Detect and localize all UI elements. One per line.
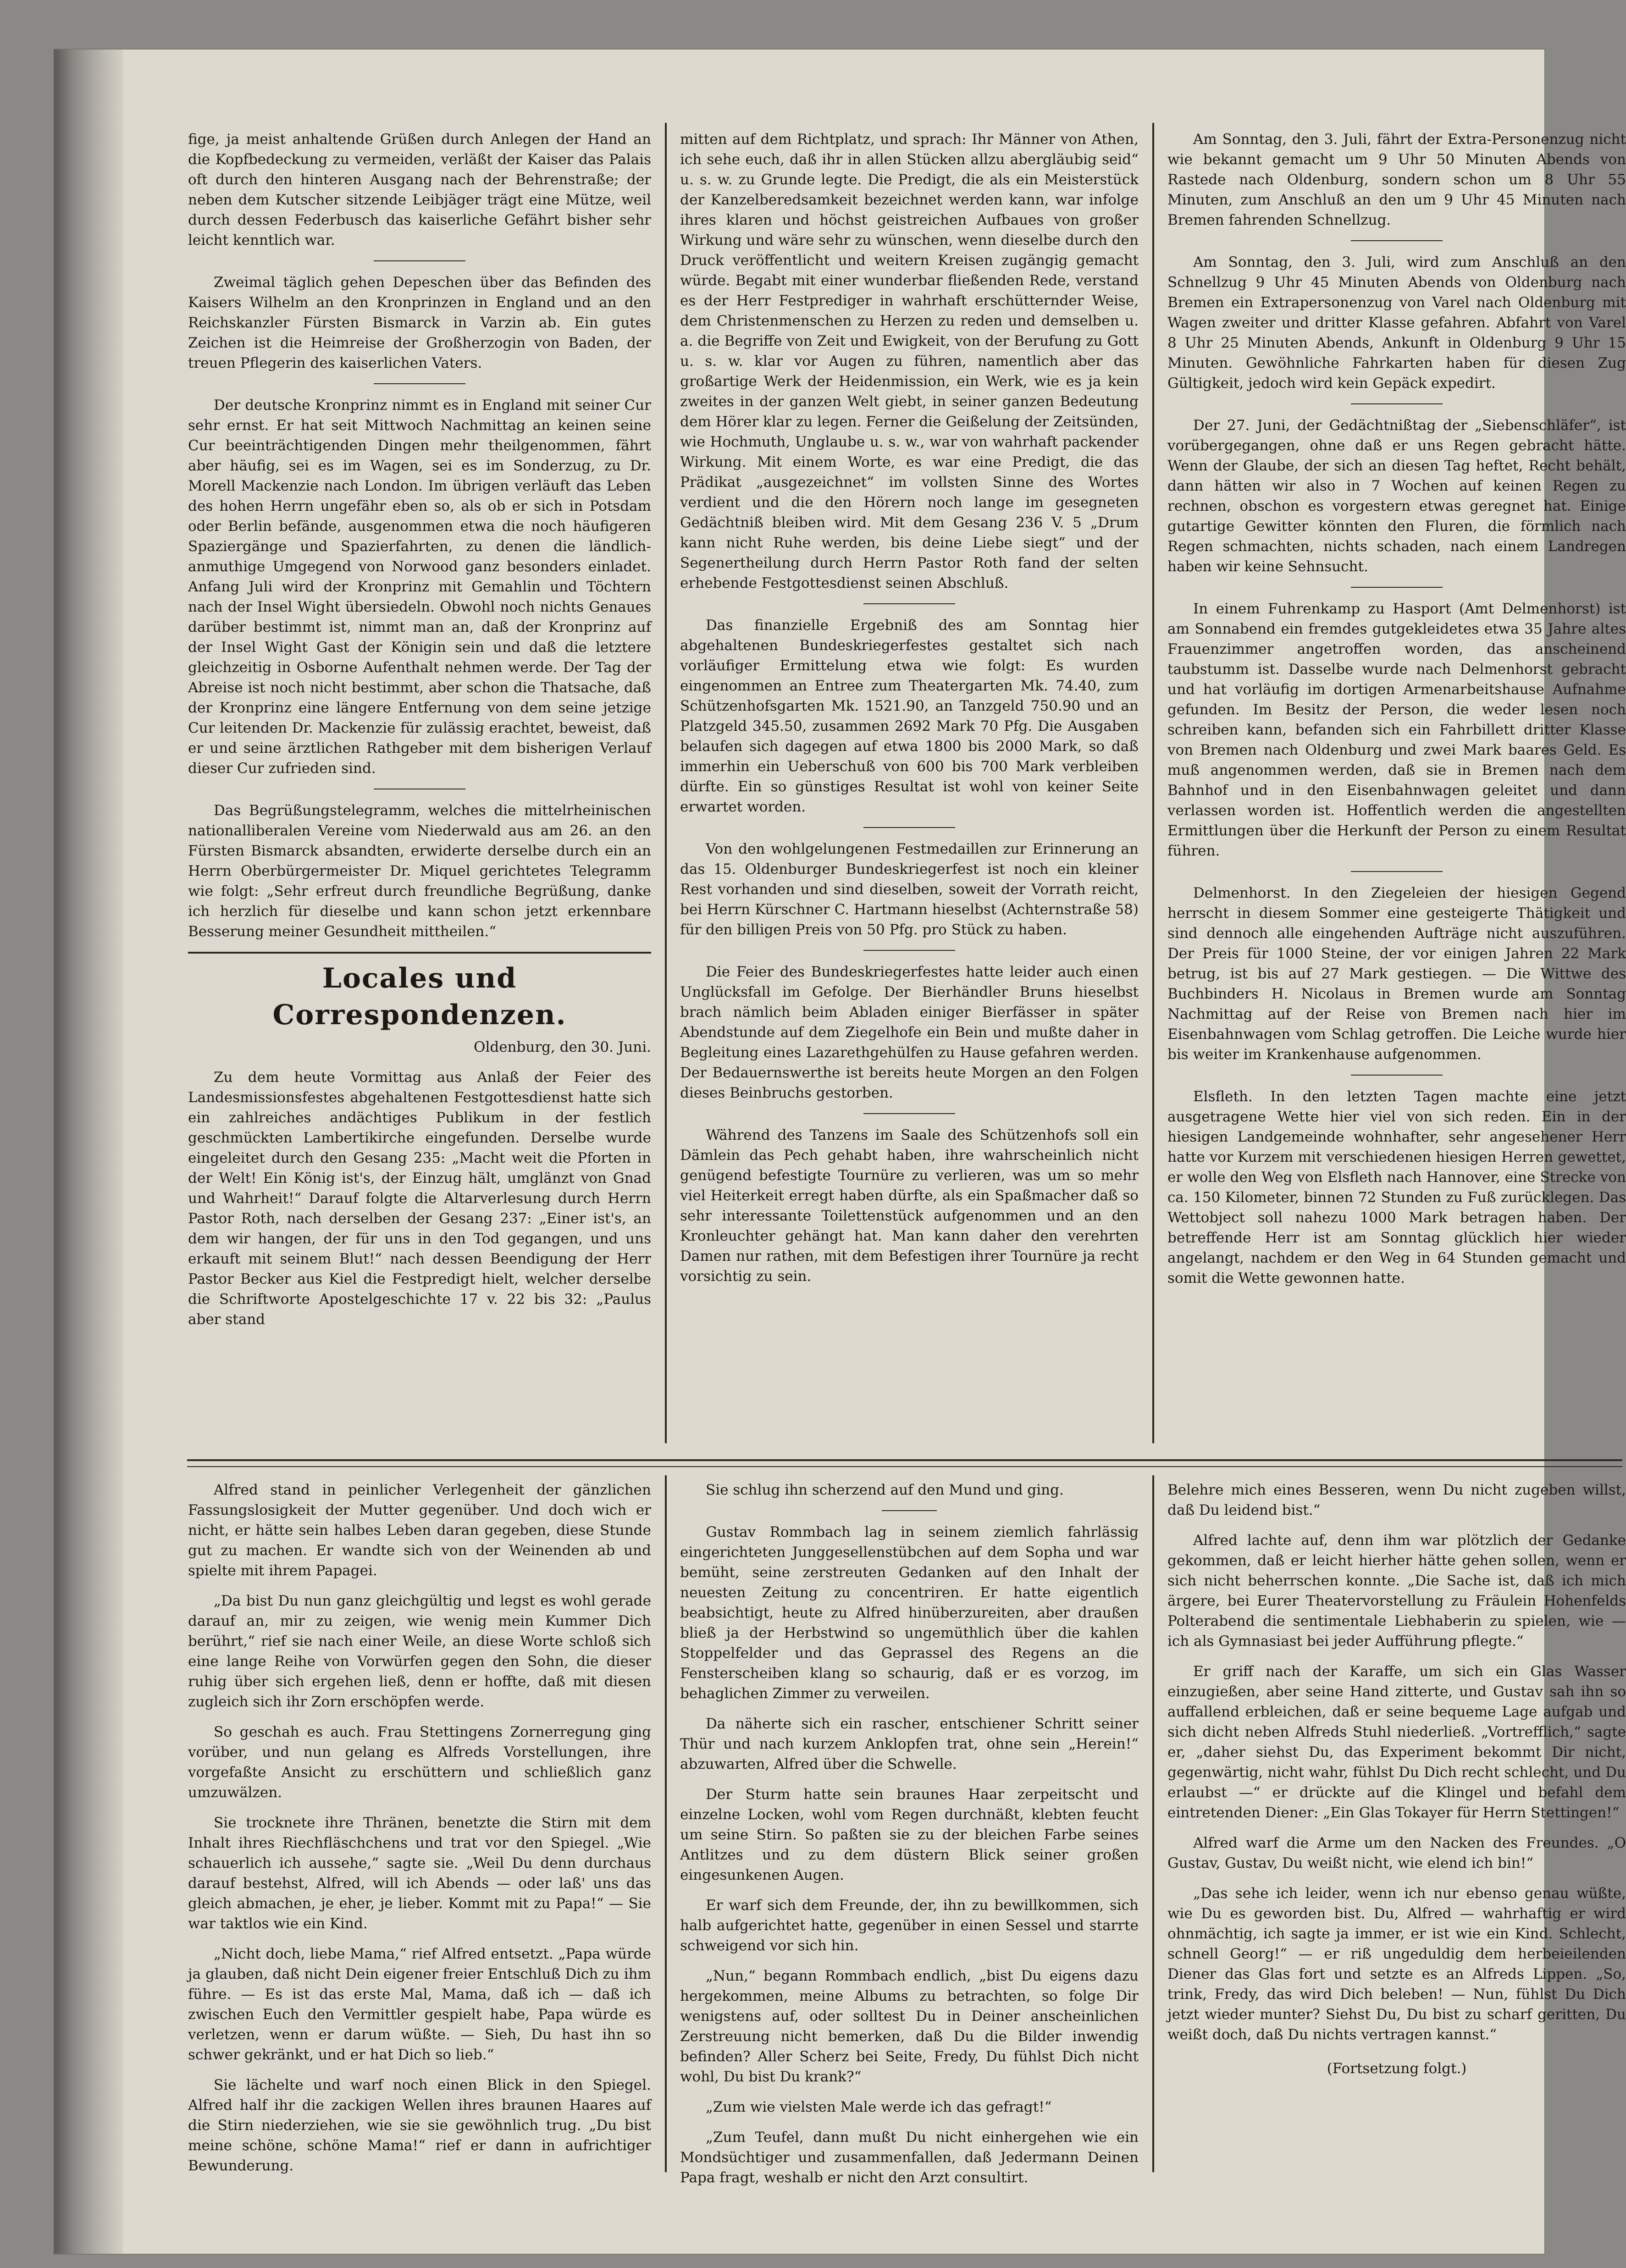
article-befinden-kaiser: Zweimal täglich gehen Depeschen über das Befinden des Kaisers Wilhelm an den Kronprinzen in England und an den Reichskanzler Fürsten Bismarck in Varzin ab. Ein gutes Zeichen ist die Heimreise der Großherzogin von Baden, der treuen Pflegerin des kaiserlichen Vaters. <box>188 274 651 371</box>
separator <box>1351 871 1443 872</box>
top-column-3 <box>1167 129 1626 1440</box>
story-paragraph: So geschah es auch. Frau Stettingens Zornerregung ging vorüber, und nun gelang es Alfreds Vorstellungen, ihre vorgefaßte Ansicht zu erschüttern und schließlich ganz umzuwälzen. <box>188 1724 651 1801</box>
story-paragraph: „Das sehe ich leider, wenn ich nur ebenso genau wüßte, wie Du es geworden bist. Du, Alfred — wahrhaftig er wird ohnmächtig, ich sagte ja immer, er ist wie ein Kind. Schlecht, schnell Georg!“ — er riß ungeduldig dem herbeieilenden Diener das Glas fort und setzte es an Alfreds Lippen. „So, trink, Fredy, das wird Dich beleben! — Nun, fühlst Du Dich jetzt wieder munter? Siehst Du, Du bist zu scharf geritten, Du weißt doch, daß Du nichts vertragen kannst.“ <box>1167 1885 1626 2043</box>
story-paragraph: Alfred stand in peinlicher Verlegenheit der gänzlichen Fassungslosigkeit der Mutter gegenüber. Und doch wich er nicht, er hätte sein halbes Leben daran gegeben, diese Stunde gut zu machen. Er wandte sich von der Weinenden ab und spielte mit ihrem Papagei. <box>188 1482 651 1579</box>
separator <box>863 1113 955 1114</box>
story-paragraph: Sie lächelte und warf noch einen Blick in den Spiegel. Alfred half ihr die zackigen Wellen ihres braunen Haares auf die Stirn niederziehen, wie sie sie gewöhnlich trug. „Du bist meine schöne, schöne Mama!“ rief er dann in aufrichtiger Bewunderung. <box>188 2077 651 2174</box>
article-bismarck-telegramm: Das Begrüßungstelegramm, welches die mittelrheinischen nationalliberalen Vereine vom Niederwald aus am 26. an den Fürsten Bismarck absandten, erwiderte derselbe durch ein an Herrn Oberbürgermeister Dr. Miquel gerichtetes Telegramm wie folgt: „Sehr erfreut durch freundliche Begrüßung, danke ich herzlich für dieselbe und kann schon jetzt erkennbare Besserung meiner Gesundheit mittheilen.“ <box>188 802 651 940</box>
story-paragraph: „Da bist Du nun ganz gleichgültig und legst es wohl gerade darauf an, mir zu zeigen, wie wenig mein Kummer Dich berührt,“ rief sie nach einer Weile, an diese Worte schloß sich eine lange Reihe von Vorwürfen gegen den Sohn, die dieser ruhig über sich ergehen ließ, denn er hoffte, daß mit diesen zugleich sich ihr Zorn erschöpfen werde. <box>188 1593 651 1710</box>
article-frauenzimmer: In einem Fuhrenkamp zu Hasport (Amt Delmenhorst) ist am Sonnabend ein fremdes gutgekleidetes etwa 35 Jahre altes Frauenzimmer angetroffen worden, das anscheinend taubstumm ist. Dasselbe wurde nach Delmenhorst gebracht und hat vorläufig im dortigen Armenarbeitshause Aufnahme gefunden. Im Besitz der Person, die weder lesen noch schreiben kann, befanden sich ein Fahrbillett dritter Klasse von Bremen nach Oldenburg und zwei Mark baares Geld. Es muß angenommen werden, daß sie in Bremen nach dem Bahnhof und in den Eisenbahnwagen geleitet und dann verlassen worden ist. Hoffentlich werden die angestellten Ermittlungen über die Herkunft der Person zu einem Resultat führen. <box>1167 601 1626 859</box>
bottom-column-1 <box>188 1480 651 2174</box>
feuilleton-rule-thin <box>187 1466 1622 1467</box>
section-rule <box>188 952 651 954</box>
story-paragraph: Sie trocknete ihre Thränen, benetzte die Stirn mit dem Inhalt ihres Riechfläschchens und trat vor den Spiegel. „Wie schauerlich ich aussehe,“ sagte sie. „Weil Du denn durchaus darauf bestehst, Alfred, will ich Abends — oder laß' uns das gleich abmachen, je eher, je lieber. Kommt mit zu Papa!“ — Sie war taktlos wie ein Kind. <box>188 1815 651 1932</box>
story-paragraph: „Zum Teufel, dann mußt Du nicht einhergehen wie ein Mondsüchtiger und zusammenfallen, daß Jedermann Deinen Papa fragt, weshalb er nicht den Arzt consultirt. <box>680 2129 1139 2186</box>
section-heading: Locales und Correspondenzen. <box>272 962 567 1031</box>
separator <box>374 260 465 261</box>
column-rule <box>665 123 667 1443</box>
article-delmenhorst: Delmenhorst. In den Ziegeleien der hiesigen Gegend herrscht in diesem Sommer eine gesteigerte Thätigkeit und sind dennoch alle eingehenden Aufträge nicht auszuführen. Der Preis für 1000 Steine, der vor einigen Jahren 22 Mark betrug, ist bis auf 27 Mark gestiegen. — Die Wittwe des Buchbinders H. Nicolaus in Bremen wurde am Sonntag Nachmittag auf der Reise von Bremen nach hier im Eisenbahnwagen vom Schlag getroffen. Die Leiche wurde hier bis weiter im Krankenhause aufgenommen. <box>1167 885 1626 1063</box>
article-extrapersonenzug-varel: Am Sonntag, den 3. Juli, wird zum Anschluß an den Schnellzug 9 Uhr 45 Minuten Abends von Oldenburg nach Bremen ein Extrapersonenzug von Varel nach Oldenburg mit Wagen zweiter und dritter Klasse gefahren. Abfahrt von Varel 8 Uhr 25 Minuten Abends, Ankunft in Oldenburg 9 Uhr 15 Minuten. Gewöhnliche Fahrkarten haben für diesen Zug Gültigkeit, jedoch wird kein Gepäck expedirt. <box>1167 254 1626 392</box>
article-tournuere: Während des Tanzens im Saale des Schützenhofs soll ein Dämlein das Pech gehabt haben, ihre wahrscheinlich nicht genügend befestigte Tournüre zu verlieren, was um so mehr viel Heiterkeit erregt haben dürfte, als ein Spaßmacher daß so sehr interessante Toilettenstück aufgenommen und an den Kronleuchter gehängt hat. Man kann daher den verehrten Damen nur rathen, mit dem Befestigen ihrer Tournüre ja recht vorsichtig zu sein. <box>680 1127 1139 1285</box>
article-siebenschlaefer: Der 27. Juni, der Gedächtnißtag der „Siebenschläfer“, ist vorübergegangen, ohne daß er uns Regen gebracht hätte. Wenn der Glaube, der sich an diesen Tag heftet, Recht behält, dann hätten wir also in 7 Wochen auf keinen Regen zu rechnen, obschon es vorgestern etwas geregnet hat. Einige gutartige Gewitter könnten den Fluren, die förmlich nach Regen schmachten, nichts schaden, nach einem Landregen haben wir keine Sehnsucht. <box>1167 417 1626 575</box>
story-paragraph: Da näherte sich ein rascher, entschiener Schritt seiner Thür und nach kurzem Anklopfen trat, ohne sein „Herein!“ abzuwarten, Alfred über die Schwelle. <box>680 1716 1139 1772</box>
story-paragraph: Belehre mich eines Besseren, wenn Du nicht zugeben willst, daß Du leidend bist.“ <box>1167 1482 1626 1518</box>
story-paragraph: Der Sturm hatte sein braunes Haar zerpeitscht und einzelne Locken, wohl vom Regen durchnäßt, klebten feucht um seine Stirn. So paßten sie zu der bleichen Farbe seines Antlitzes und zu dem düstern Blick seiner großen eingesunkenen Augen. <box>680 1786 1139 1883</box>
continuation-note: (Fortsetzung folgt.) <box>1327 2060 1467 2077</box>
story-paragraph: Gustav Rommbach lag in seinem ziemlich fahrlässig eingerichteten Junggesellenstübchen auf dem Sopha und war bemüht, seine zerstreuten Gedanken auf den Inhalt der neuesten Zeitung zu concentriren. Er hatte eigentlich beabsichtigt, heute zu Alfred hinüberzureiten, aber draußen bließ ja der Herbstwind so ungemüthlich über die kahlen Stoppelfelder und das Geprassel des Regens an die Fensterscheiben klang so schaurig, daß er es vorzog, im behaglichen Zimmer zu verweilen. <box>680 1524 1139 1702</box>
separator <box>1351 240 1443 241</box>
top-column-1 <box>188 129 651 1440</box>
newspaper-page <box>54 50 1626 2254</box>
article-elsfleth: Elsfleth. In den letzten Tagen machte eine jetzt ausgetragene Wette hier viel von sich reden. Ein in der hiesigen Landgemeinde wohnhafter, sehr angesehener Herr hatte vor Kurzem mit verschiedenen hiesigen Herren gewettet, er wolle den Weg von Elsfleth nach Hannover, eine Strecke von ca. 150 Kilometer, binnen 72 Stunden zu Fuß zurücklegen. Das Wettobject soll nahezu 1000 Mark betragen haben. Der betreffende Herr ist am Sonntag glücklich hier wieder angelangt, nachdem er den Weg in 64 Stunden gemacht und somit die Wette gewonnen hatte. <box>1167 1088 1626 1286</box>
article-predigt: mitten auf dem Richtplatz, und sprach: Ihr Männer von Athen, ich sehe euch, daß ihr in allen Stücken allzu abergläubig seid“ u. s. w. zu Grunde legte. Die Predigt, die als ein Meisterstück der Kanzelberedsamkeit bezeichnet werden kann, war infolge ihres klaren und höchst geistreichen Aufbaues von großer Wirkung und wäre sehr zu wünschen, wenn dieselbe durch den Druck veröffentlicht und weitern Kreisen zugängig gemacht würde. Begabt mit einer wunderbar fließenden Rede, verstand es der Herr Festprediger in wahrhaft erschütternder Weise, dem Christenmenschen zu Herzen zu reden und demselben u. a. die Begriffe von Zeit und Ewigkeit, von der Berufung zu Gott u. s. w. klar vor Augen zu führen, namentlich aber das großartige Werk der Heidenmission, ein Werk, wie es ja kein zweites in der ganzen Welt giebt, in seiner ganzen Bedeutung dem Hörer klar zu legen. Ferner die Geißelung der Zeitsünden, wie Hochmuth, Unglaube u. s. w., war von wahrhaft packender Wirkung. Mit einem Worte, es war eine Predigt, die das Prädikat „ausgezeichnet“ im vollsten Sinne des Wortes verdient und die den Hörern noch lange im gesegneten Gedächtniß bleiben wird. Mit dem Gesang 236 V. 5 „Drum kann nicht Ruhe werden, bis deine Liebe siegt“ und der Segenertheilung durch Herrn Pastor Roth fand der selten erhebende Festgottesdienst seinen Abschluß. <box>680 131 1139 591</box>
story-paragraph: Sie schlug ihn scherzend auf den Mund und ging. <box>706 1482 1064 1498</box>
top-column-2 <box>680 129 1139 1440</box>
story-paragraph: Er warf sich dem Freunde, der, ihn zu bewillkommen, sich halb aufgerichtet hatte, gegenüber in einen Sessel und starrte schweigend vor sich hin. <box>680 1897 1139 1954</box>
article-bundeskriegerfest: Das finanzielle Ergebniß des am Sonntag hier abgehaltenen Bundeskriegerfestes gestaltet sich nach vorläufiger Ermittelung etwa wie folgt: Es wurden eingenommen an Entree zum Theatergarten Mk. 74.40, zum Schützenhofsgarten Mk. 1521.90, an Tanzgeld 750.90 und an Platzgeld 345.50, zusammen 2692 Mark 70 Pfg. Die Ausgaben belaufen sich dagegen auf etwa 1800 bis 2000 Mark, so daß immerhin ein Ueberschuß von 600 bis 700 Mark verbleiben dürfte. Ein so günstiges Resultat ist wohl von keiner Seite erwartet worden. <box>680 617 1139 815</box>
separator <box>863 603 955 604</box>
story-paragraph: „Nun,“ begann Rommbach endlich, „bist Du eigens dazu hergekommen, meine Albums zu betrachten, so folge Dir wenigstens auf, oder solltest Du in Deiner anscheinlichen Zerstreuung nicht bemerken, daß Du die Bilder inwendig befinden? Aller Scherz bei Seite, Fredy, Du fühlst Dich nicht wohl, Du bist Du krank?“ <box>680 1968 1139 2085</box>
story-paragraph: Alfred lachte auf, denn ihm war plötzlich der Gedanke gekommen, daß er leicht hierher hätte gehen sollen, wenn er sich nicht beherrschen konnte. „Die Sache ist, daß ich mich ärgere, bei Eurer Theatervorstellung zu Fräulein Hohenfelds Polterabend die sentimentale Liebhaberin zu spielen, wie — ich als Gymnasiast bei jeder Aufführung pflegte.“ <box>1167 1532 1626 1650</box>
article-kronprinz: Der deutsche Kronprinz nimmt es in England mit seiner Cur sehr ernst. Er hat seit Mittwoch Nachmittag an keinen seine Cur beeinträchtigenden Dingen mehr theilgenommen, fährt aber häufig, sei es im Wagen, sei es im Sonderzug, zu Dr. Morell Mackenzie nach London. Im übrigen verläuft das Leben des hohen Herrn ungefähr eben so, als ob er sich in Potsdam oder Berlin befände, ausgenommen etwa die noch häufigeren Spaziergänge und Spazierfahrten, zu denen die ländlich-anmuthige Umgegend von Norwood ganz besonders einladet. Anfang Juli wird der Kronprinz mit Gemahlin und Töchtern nach der Insel Wight übersiedeln. Obwohl noch nichts Genaues darüber bestimmt ist, nimmt man an, daß der Kronprinz auf der Insel Wight Gast der Königin sein und daß die letztere gleichzeitig in Osborne Aufenthalt nehmen werde. Der Tag der Abreise ist noch nicht bestimmt, aber schon die Thatsache, daß der Kronprinz eine längere Entfernung von dem seine jetzige Cur leitenden Dr. Mackenzie für zulässig erachtet, beweist, daß er und seine ärztlichen Rathgeber mit dem bisherigen Verlauf dieser Cur zufrieden sind. <box>188 397 651 777</box>
bottom-column-3 <box>1167 1480 1626 2168</box>
story-paragraph: Alfred warf die Arme um den Nacken des Freundes. „O Gustav, Gustav, Du weißt nicht, wie elend ich bin!“ <box>1167 1835 1626 1871</box>
bottom-column-2 <box>680 1480 1139 2186</box>
dateline: Oldenburg, den 30. Juni. <box>474 1039 651 1055</box>
article-festgottesdienst: Zu dem heute Vormittag aus Anlaß der Feier des Landesmissionsfestes abgehaltenen Festgottesdienst hatte sich ein zahlreiches andächtiges Publikum in der festlich geschmückten Lambertikirche eingefunden. Derselbe wurde eingeleitet durch den Gesang 235: „Macht weit die Pforten in der Welt! Ein König ist's, der Einzug hält, umglänzt von Gnad und Wahrheit!“ Darauf folgte die Altarverlesung durch Herrn Pastor Roth, nach derselben der Gesang 237: „Einer ist's, an dem wir hangen, der für uns in den Tod gegangen, und uns erkauft mit seinem Blut!“ nach dessen Beendigung der Herr Pastor Becker aus Kiel die Festpredigt hielt, welcher derselbe die Schriftworte Apostelgeschichte 17 v. 22 bis 32: „Paulus aber stand <box>188 1069 651 1328</box>
separator <box>1351 403 1443 404</box>
story-paragraph: „Zum wie vielsten Male werde ich das gefragt!“ <box>706 2099 1052 2115</box>
story-paragraph: Er griff nach der Karaffe, um sich ein Glas Wasser einzugießen, aber seine Hand zitterte, und Gustav sah ihn so auffallend erbleichen, daß er seine bequeme Lage aufgab und sich dicht neben Alfreds Stuhl niederließ. „Vortrefflich,“ sagte er, „daher siehst Du, das Experiment bekommt Dir nicht, gegenwärtig, nicht wahr, fühlst Du Dich recht schlecht, und Du erlaubst —“ er drückte auf die Klingel und befahl dem eintretenden Diener: „Ein Glas Tokayer für Herrn Stettingen!“ <box>1167 1663 1626 1821</box>
separator <box>882 1510 937 1511</box>
article-ungluecksfall: Die Feier des Bundeskriegerfestes hatte leider auch einen Unglücksfall im Gefolge. Der Bierhändler Bruns hieselbst brach nämlich beim Abladen einiger Bierfässer in später Abendstunde auf dem Ziegelhofe ein Bein und mußte daher in Begleitung eines Lazarethgehülfen zu Hause gefahren werden. Der Bedauernswerthe ist bereits heute Morgen an den Folgen dieses Beinbruchs gestorben. <box>680 964 1139 1101</box>
separator <box>1351 587 1443 588</box>
column-rule <box>1152 123 1154 1443</box>
story-paragraph: „Nicht doch, liebe Mama,“ rief Alfred entsetzt. „Papa würde ja glauben, daß nicht Dein eigener freier Entschluß Dich zu ihm führe. — Es ist das erste Mal, Mama, daß ich — daß ich zwischen Euch den Vermittler gespielt habe, Papa würde es verletzen, wenn er darum wüßte. — Sieh, Du hast ihn so schwer gekränkt, und er hat Dich so lieb.“ <box>188 1946 651 2063</box>
column-rule <box>1152 1475 1154 2172</box>
book-spine-shadow <box>54 50 123 2254</box>
article-kaiser-palais: fige, ja meist anhaltende Grüßen durch Anlegen der Hand an die Kopfbedeckung zu vermeiden, verläßt der Kaiser das Palais oft durch den hinteren Ausgang nach der Behrenstraße; der neben dem Kutscher sitzende Leibjäger trägt eine Mütze, weil durch dessen Federbusch das kaiserliche Gefährt bisher sehr leicht kenntlich war. <box>188 131 651 248</box>
separator <box>1351 1075 1443 1076</box>
separator <box>863 950 955 951</box>
feuilleton-rule <box>187 1459 1622 1461</box>
column-rule <box>665 1475 667 2172</box>
article-festmedaillen: Von den wohlgelungenen Festmedaillen zur Erinnerung an das 15. Oldenburger Bundeskriegerfest ist noch ein kleiner Rest vorhanden und sind dieselben, soweit der Vorrath reicht, bei Herrn Kürschner C. Hartmann hieselbst (Achternstraße 58) für den billigen Preis von 50 Pfg. pro Stück zu haben. <box>680 841 1139 938</box>
article-extrapersonenzug-rastede: Am Sonntag, den 3. Juli, fährt der Extra-Personenzug nicht wie bekannt gemacht um 9 Uhr 50 Minuten Abends von Rastede nach Oldenburg, sondern schon um 8 Uhr 55 Minuten, zum Anschluß an den um 9 Uhr 45 Minuten nach Bremen fahrenden Schnellzug. <box>1167 131 1626 228</box>
separator <box>374 383 465 384</box>
separator <box>863 827 955 828</box>
